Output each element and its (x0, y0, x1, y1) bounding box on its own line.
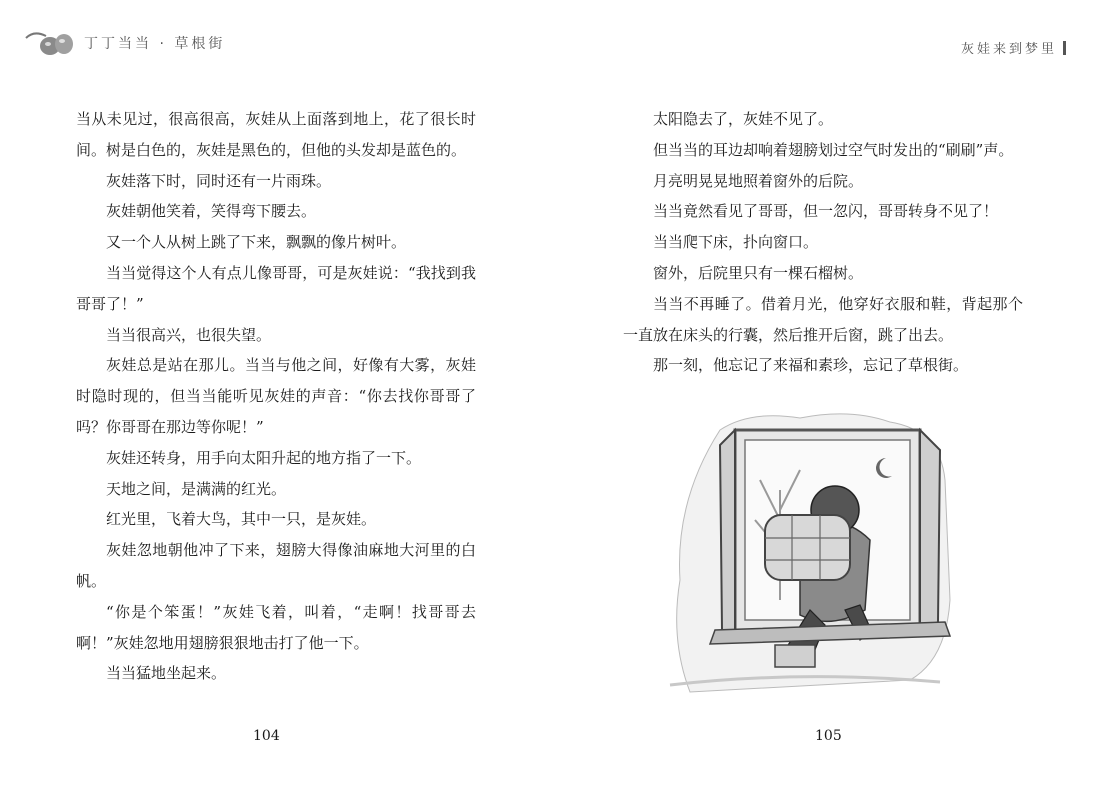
paragraph: 但当当的耳边却响着翅膀划过空气时发出的“刷刷”声。 (653, 140, 1014, 159)
paragraph: 当当猛地坐起来。 (106, 664, 227, 683)
paragraph: 当当很高兴，也很失望。 (106, 325, 272, 344)
paragraph: 灰娃还转身，用手向太阳升起的地方指了一下。 (106, 448, 422, 467)
paragraph: 当当不再睡了。借着月光，他穿好衣服和鞋，背起那个一直放在床头的行囊，然后推开后窗，跳了出去。 (623, 294, 1023, 344)
paragraph: 灰娃忽地朝他冲了下来，翅膀大得像油麻地大河里的白帆。 (76, 541, 476, 590)
paragraph: 灰娃落下时，同时还有一片雨珠。 (106, 171, 332, 190)
book-title: 丁丁当当 · 草根街 (84, 36, 226, 52)
right-page-text (623, 104, 1023, 381)
left-page-text (76, 104, 476, 689)
header-bar-ornament (1063, 41, 1066, 55)
paragraph: 灰娃朝他笑着，笑得弯下腰去。 (106, 202, 317, 221)
paragraph: “你是个笨蛋！”灰娃飞着，叫着，“走啊！找哥哥去啊！”灰娃忽地用翅膀狠狠地击打了他一下。 (76, 602, 476, 652)
running-header-right (961, 38, 1066, 57)
chapter-title: 灰娃来到梦里 (960, 42, 1057, 57)
paragraph: 窗外，后院里只有一棵石榴树。 (653, 263, 864, 282)
paragraph: 太阳隐去了，灰娃不见了。 (653, 110, 834, 128)
running-header-left (24, 28, 225, 58)
paragraph: 那一刻，他忘记了来福和素珍，忘记了草根街。 (653, 356, 969, 375)
paragraph: 月亮明晃晃地照着窗外的后院。 (653, 171, 864, 190)
paragraph: 灰娃总是站在那儿。当当与他之间，好像有大雾，灰娃时隐时现的，但当当能听见灰娃的声音：“你去找你哥哥了吗？你哥哥在那边等你呢！” (76, 356, 476, 436)
page-number-left: 104 (253, 728, 280, 744)
paragraph: 又一个人从树上跳了下来，飘飘的像片树叶。 (106, 233, 407, 252)
paragraph: 红光里，飞着大鸟，其中一只，是灰娃。 (106, 510, 377, 529)
paragraph: 当当爬下床，扑向窗口。 (653, 233, 819, 252)
gourd-logo-icon (24, 28, 76, 58)
paragraph: 当当觉得这个人有点儿像哥哥，可是灰娃说：“我找到我哥哥了！” (76, 263, 476, 313)
boy-at-window-illustration (650, 400, 960, 700)
page-number-right: 105 (815, 728, 842, 744)
paragraph: 当当竟然看见了哥哥，但一忽闪，哥哥转身不见了！ (653, 202, 999, 221)
paragraph: 当从未见过，很高很高，灰娃从上面落到地上，花了很长时间。树是白色的，灰娃是黑色的，但他的头发却是蓝色的。 (76, 110, 476, 159)
paragraph: 天地之间，是满满的红光。 (106, 479, 287, 498)
